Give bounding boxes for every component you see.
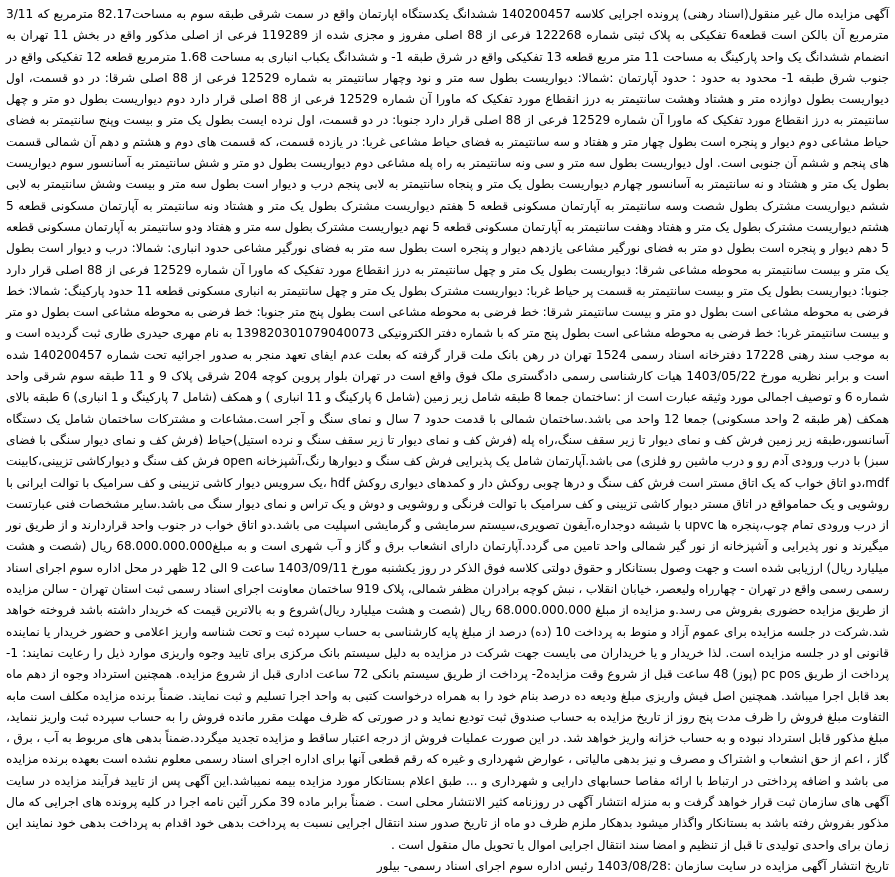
publication-date-and-signature: تاریخ انتشار آگهی مزایده در سایت سازمان :1403/08/28 رئیس اداره سوم اجرای اسناد رسمی- بیلور [376, 858, 889, 873]
auction-notice-text: آگهی مزایده مال غیر منقول(اسناد رهنی) پرونده اجرایی کلاسه 140200457 ششدانگ یکدستگاه اپارتمان واقع در سمت شرقی طبقه سوم به مساحت82.17 مترمربع که 3/11 مترمربع آن بالکن است قطعه6 تفکیکی به پلاک ثبتی شماره 122268 فرعی از 88 اصلی مفروز و مجزی شده از 119289 فرعی از اصلی مذکور واقع در بخش 11 تهران به انضمام ششدانگ یک واحد پارکینگ به مساحت 11 متر مربع قطعه 13 تفکیکی واقع در شرق طبقه 1- و ششدانگ یکباب انباری به مساحت 1.68 مترمربع قطعه 12 تفکیکی واقع در جنوب شرق طبقه 1- محدود به حدود : حدود آپارتمان :شمالا: دیواریست بطول سه متر و نود وچهار سانتیمتر به شماره 12529 فرعی از 88 اصلی شرقا: در دو قسمت، اول دیواریست بطول دوازده متر و هشتاد وهشت سانتیمتر به درز انقطاع مورد تفکیک که ماورا آن شماره 12529 فرعی از 88 اصلی قرار دارد دوم دیواریست بطول دو متر و چهل سانتیمتر به درز انقطاع مورد تفکیک که ماورا آن شماره 12529 فرعی از 88 اصلی قرار دارد جنوبا: در دو قسمت، اول نرده ایست بطول یک متر و بیست وپنج سانتیمتر به فضای حیاط مشاعی دوم دیوار و پنجره است بطول چهار متر و هفتاد و سه سانتیمتر به فضای حیاط مشاعی غربا: در یازده قسمت، که قسمت های دوم و هشتم و دهم آن شمالی قسمت های پنجم و ششم آن جنوبی است. اول دیواریست بطول سه متر و سی ونه سانتیمتر به راه پله مشاعی دوم دیواریست بطول دو متر و شش سانتیمتر به آسانسور سوم دیواریست بطول یک متر و هشتاد و نه سانتیمتر به آسانسور چهارم دیواریست بطول یک متر و پنجاه سانتیمتر به لابی پنجم درب و دیوار است بطول سه متر و بیست وشش سانتیمتر به لابی ششم دیواریست مشترک بطول شصت وسه سانتیمتر به آپارتمان مسکونی قطعه 5 هفتم دیواریست مشترک بطول یک متر و هشتاد ونه سانتیمتر به آپارتمان مسکونی قطعه 5 هشتم دیواریست مشترک بطول یک متر و هفتاد وهفت سانتیمتر به آپارتمان مسکونی قطعه 5 نهم دیواریست مشترک بطول سه متر و هفتاد ودو سانتیمتر به آپارتمان مسکونی قطعه 5 دهم دیوار و پنجره است بطول دو متر به فضای نورگیر مشاعی یازدهم دیوار و پنجره است بطول سه متر به فضای نورگیر مشاعی حدود انباری: شمالا: درب و دیوار است بطول یک متر و بیست سانتیمتر به محوطه مشاعی شرقا: دیواریست بطول یک متر و چهل سانتیمتر به درز انقطاع مورد تفکیک که ماورا آن شماره 12529 فرعی از 88 اصلی قرار دارد جنوبا: دیواریست بطول یک متر و بیست سانتیمتر به قسمت پر حیاط غربا: دیواریست مشترک بطول یک متر و چهل سانتیمتر به انباری مسکونی قطعه 11 حدود پارکینگ: شمالا: خط فرضی به محوطه مشاعی است بطول دو متر و بیست سانتیمتر شرقا: خط فرضی به محوطه مشاعی است بطول پنج متر جنوبا: خط فرضی به محوطه مشاعی است بطول دو متر و بیست سانتیمتر غربا: خط فرضی به محوطه مشاعی است بطول پنج متر که با شماره دفتر الکترونیکی 139820301079040073 به نام مهری حیدری طاری ثبت گردیده است و به موجب سند رهنی 17228 دفترخانه اسناد رسمی 1524 تهران در رهن بانک ملت قرار گرفته که بعلت عدم ایفای تعهد منجر به صدور اجرائیه تحت شماره 140200457 شده است و برابر نظریه مورخ 1403/05/22 هیات کارشناسی رسمی دادگستری ملک فوق واقع است در تهران بلوار پروین کوچه 204 شرقی پلاک 9 و 11 طبقه سوم شرقی واحد شماره 6 و توصیف اجمالی مورد وثیقه عبارت است از :ساختمان جمعا 8 طبقه شامل زیر زمین (شامل 6 پارکینگ و 11 انباری ) و همکف (شامل 7 پارکینگ و 1 انباری) 6 طبقه بالای همکف (هر طبقه 2 واحد مسکونی) جمعا 12 واحد می باشد.ساختمان شمالی با قدمت حدود 7 سال و نمای سنگ و آجر است.مشاعات و مشترکات ساختمان شامل یک دستگاه آسانسور،طبقه زیر زمین فرش کف و نمای دیوار تا زیر سقف سنگ،راه پله (فرش کف و نمای دیوار تا زیر سقف سنگ و نرده استیل)حیاط (فرش کف و نمای دیوار سنگی با فضای سبز) با درب ورودی آدم رو و درب ماشین رو فلزی) می باشد.آپارتمان شامل یک پذیرایی فرش کف سنگ و دیوارها رنگ،آشپزخانه open فرش کف سنگ و دیوارکاشی تزیینی،کابینت mdf،دو اتاق خواب که یک اتاق مستر است فرش کف سنگ و درها چوبی روکش دار و کمدهای دیواری روکش hdf ،یک سرویس دیوار کاشی تزیینی و کف سرامیک با توالت ایرانی با روشویی و یک حمامواقع در اتاق مستر دیوار کاشی تزیینی و کف سرامیک با توالت فرنگی و روشویی و دوش و یک تراس و نمای دیوار سنگ می باشد.سایر مشخصات فنی عبارتست از درب ورودی تمام چوب،پنجره ها upvc با شیشه دوجداره،آیفون تصویری،سیستم سرمایشی و گرمایشی اسپلیت می باشد.دو اتاق خواب در جنوب واحد قراردارند و از طریق نور میگیرند و نور پذیرایی و آشپزخانه از نور گیر شمالی واحد تامین می گردد.آپارتمان دارای انشعاب برق و گاز و آب شهری است و به مبلغ68.000.000.000 ریال (شصت و هشت میلیارد ریال) ارزیابی شده است و جهت وصول بستانکار و حقوق دولتی کلاسه فوق الذکر در روز یکشنبه مورخ 1403/09/11 ساعت 9 الی 12 ظهر در محل اداره سوم اجرای اسناد رسمی رسمی واقع در تهران - چهارراه ولیعصر، خیابان انقلاب ، نبش کوچه برادران مظفر شمالی، پلاک 919 ساختمان معاونت اجرای اسناد رسمی ثبت استان تهران - سالن مزایده از طریق مزایده حضوری بفروش می رسد.و مزایده از مبلغ 68.000.000.000 ریال (شصت و هشت میلیارد ریال)شروع و به بالاترین قیمت که خریدار داشته باشد فروخته خواهد شد.شرکت در جلسه مزایده برای عموم آزاد و منوط به پرداخت 10 (ده) درصد از مبلغ پایه کارشناسی به حساب سپرده ثبت و تحت شناسه واریز اعلامی و حضور خریدار یا نماینده قانونی او در جلسه مزایده است. لذا خریدار و یا خریداران می بایست جهت شرکت در مزایده به دلیل سیستم بانک مرکزی برای تایید وجوه واریزی موارد ذیل را رعایت نمایند: 1- پرداخت از طریق pc pos (پوز) 48 ساعت قبل از شروع وقت مزایده2- پرداخت از طریق سیستم بانکی 72 ساعت اداری قبل از شروع مزایده. همچنین استرداد وجوه از دهم ماه بعد قابل اجرا میباشد. همچنین اصل فیش واریزی مبلغ ودیعه ده درصد بنام خود را به همراه درخواست کتبی به واحد اجرا تسلیم و ثبت نمایند. ضمناً برنده مزایده مکلف است مابه التفاوت مبلغ فروش را ظرف مدت پنج روز از تاریخ مزایده به حساب صندوق ثبت تودیع نماید و در صورتی که ظرف مهلت مقرر مانده فروش را به حساب سپرده ثبت واریز ننماید، مبلغ مذکور قابل استرداد نبوده و به حساب خزانه واریز خواهد شد. در این صورت عملیات فروش از درجه اعتبار ساقط و مزایده تجدید میگردد.ضمناً بدهی های مربوط به آب ، برق ، گاز ، اعم از حق انشعاب و اشتراک و مصرف و نیز بدهی مالیاتی ، عوارض شهرداری و غیره که رقم قطعی آنها برای اداره اجرای اسناد رسمی معلوم نشده است بعهده برنده مزایده می باشد و اضافه پرداختی در ارتباط با ارائه مفاصا حسابهای دارایی و شهرداری و ... طبق اعلام بستانکار مورد مزایده بیمه نمیباشد.این آگهی پس از تایید فرآیند مزایده در سایت آگهی های سازمان ثبت قرار خواهد گرفت و به منزله انتشار آگهی در روزنامه کثیر الانتشار محلی است . ضمناً برابر ماده 39 مکرر آئین نامه اجرا در کلیه پرونده های اجرایی که مال مذکور بفروش رفته باشد به بستانکار واگذار میشود بدهکار ملزم ظرف دو ماه از تاریخ صدور سند انتقال اجرایی نسبت به پرداخت بدهی خود اقدام به پرداخت بدهی خود نمایند این زمان برای واحدی تولیدی تا قبل از تنظیم و امضا سند انتقال اجرایی اموال یا تحویل مال منقول است . [6, 7, 890, 852]
